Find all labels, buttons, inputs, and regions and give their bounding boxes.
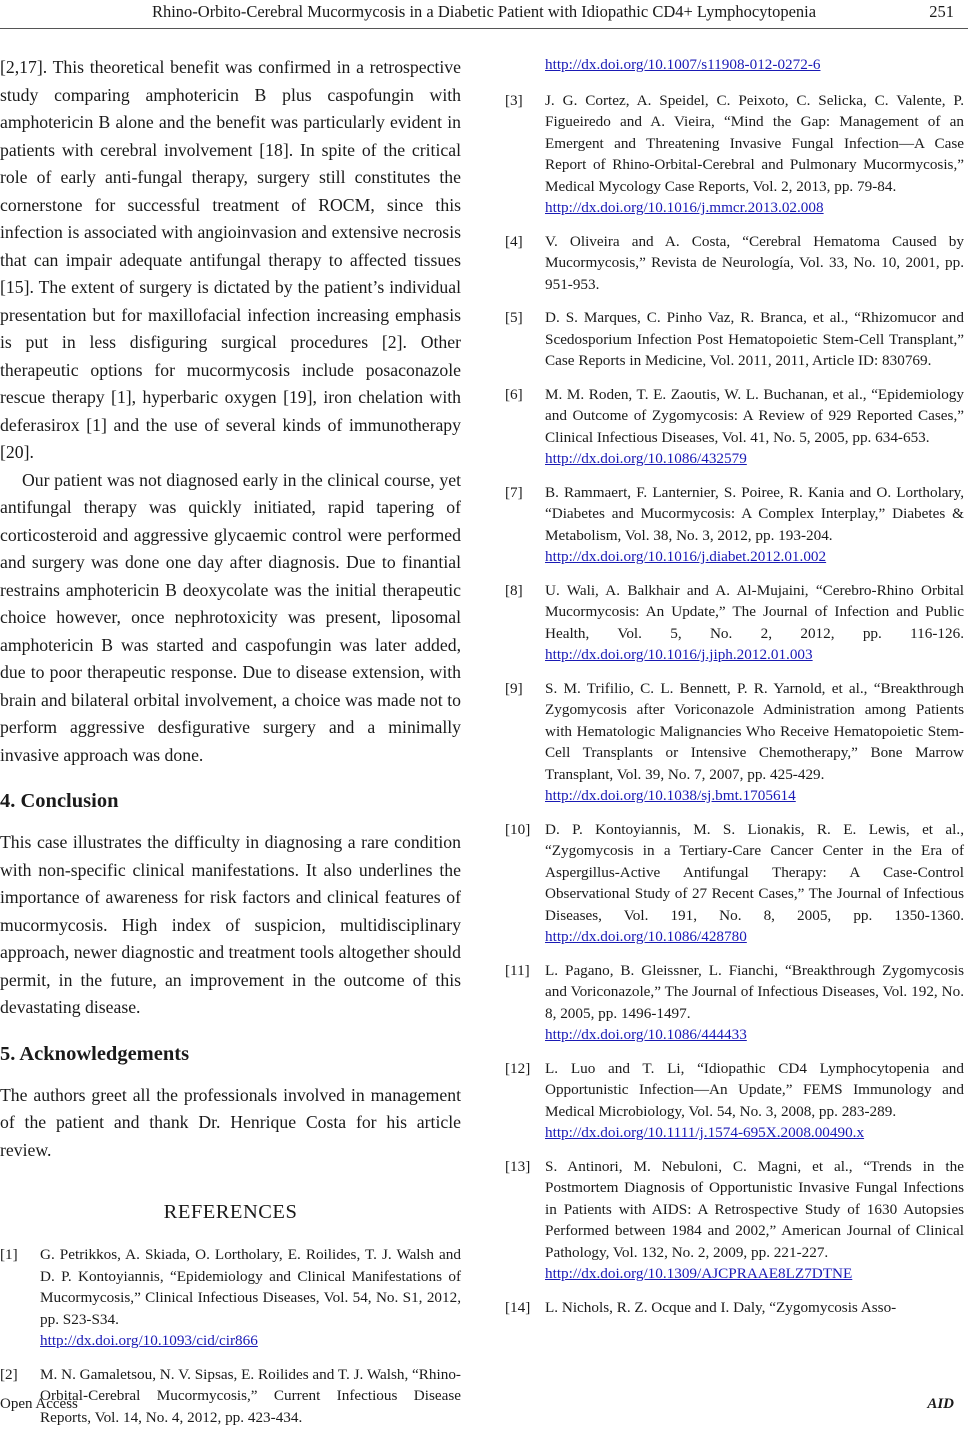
reference-link[interactable]: http://dx.doi.org/10.1111/j.1574-695X.2008.00490.x xyxy=(545,1124,865,1141)
reference-item xyxy=(505,1297,964,1319)
reference-text: M. N. Gamaletsou, N. V. Sipsas, E. Roilides and T. J. Walsh, “Rhino-Orbital-Cerebral Mucormycosis,” Current Infectious Disease Reports, Vol. 14, No. 4, 2012, pp. 423-434. xyxy=(40,1365,461,1426)
reference-number: [4] xyxy=(505,232,523,250)
reference-text: U. Wali, A. Balkhair and A. Al-Mujaini, “Cerebro-Rhino Orbital Mucormycosis: An Update,” The Journal of Infection and Public Health, Vol. 5, No. 2, 2012, pp. 116-126. xyxy=(545,581,964,642)
reference-item xyxy=(505,90,964,219)
reference-number: [3] xyxy=(505,91,523,109)
reference-number: [12] xyxy=(505,1059,531,1077)
page-header xyxy=(0,0,968,30)
reference-item xyxy=(505,580,964,666)
reference-text: S. Antinori, M. Nebuloni, C. Magni, et al., “Trends in the Postmortem Diagnosis of Opportunistic Invasive Fungal Infections in Patients with AIDS: A Retrospective Study of 1630 Autopsies Performed between 1984 and 2002,” American Journal of Clinical Pathology, Vol. 132, No. 2, 2009, pp. 221-227. xyxy=(545,1157,964,1261)
reference-text: B. Rammaert, F. Lanternier, S. Poiree, R. Kania and O. Lortholary, “Diabetes and Mucormycosis: A Complex Interplay,” Diabetes & Metabolism, Vol. 38, No. 3, 2012, pp. 193-204. xyxy=(545,483,964,544)
reference-number: [6] xyxy=(505,385,523,403)
header-rule xyxy=(0,28,968,29)
reference-text: V. Oliveira and A. Costa, “Cerebral Hematoma Caused by Mucormycosis,” Revista de Neurología, Vol. 33, No. 10, 2001, pp. 951-953. xyxy=(545,232,964,293)
page-footer xyxy=(0,1396,968,1416)
reference-number: [14] xyxy=(505,1298,531,1316)
reference-item xyxy=(505,1156,964,1285)
acknowledgements-text: The authors greet all the professionals involved in management of the patient and thank Dr. Henrique Costa for his article review. xyxy=(0,1084,461,1160)
reference-text: S. M. Trifilio, C. L. Bennett, P. R. Yarnold, et al., “Breakthrough Zygomycosis after Voriconazole Administration among Patients with Hematologic Malignancies Who Receive Hematopoietic Stem-Cell Transplants or Intensive Chemotherapy,” Bone Marrow Transplant, Vol. 39, No. 7, 2007, pp. 425-429. xyxy=(545,679,964,783)
reference-item xyxy=(505,231,964,296)
body-paragraph: Our patient was not diagnosed early in the clinical course, yet antifungal therapy was quickly initiated, rapid tapering of corticosteroid and aggressive glycaemic control were performed and surgery was done one day after diagnosis. Due to finantial restrains amphotericin B deoxycolate was the initial therapeutic choice however, once nephrotoxicity was present, liposomal amphotericin B was started and caspofungin was later added, due to poor therapeutic response. Due to disease extension, with brain and bilateral orbital involvement, a choice was made not to perform aggressive desfigurative surgery and a minimally invasive approach was done. xyxy=(0,469,461,765)
reference-link[interactable]: http://dx.doi.org/10.1016/j.diabet.2012.01.002 xyxy=(545,548,827,565)
reference-number: [9] xyxy=(505,679,523,697)
reference-number: [5] xyxy=(505,309,523,326)
reference-number: [7] xyxy=(505,483,523,501)
reference-number: [11] xyxy=(505,961,530,979)
reference-link[interactable]: http://dx.doi.org/10.1309/AJCPRAAE8LZ7DTNE xyxy=(545,1265,853,1282)
reference-text: G. Petrikkos, A. Skiada, O. Lortholary, E. Roilides, T. J. Walsh and D. P. Kontoyiannis, “Epidemiology and Clinical Manifestations of Mucormycosis,” Clinical Infectious Diseases, Vol. 54, No. S1, 2012, pp. S23-S34. xyxy=(40,1246,461,1328)
reference-item xyxy=(505,819,964,948)
reference-text: J. G. Cortez, A. Speidel, C. Peixoto, C. Selicka, C. Valente, P. Figueiredo and A. Vieira, “Mind the Gap: Management of an Emergent and Threatening Invasive Fungal Infection—A Case Report of Rhino-Orbital-Cerebral and Pulmonary Mucormycosis,” Medical Mycology Case Reports, Vol. 2, 2013, pp. 79-84. xyxy=(545,91,964,195)
reference-link[interactable]: http://dx.doi.org/10.1007/s11908-012-0272-6 xyxy=(545,56,821,73)
left-column xyxy=(0,54,461,1440)
reference-link[interactable]: http://dx.doi.org/10.1086/432579 xyxy=(545,450,747,467)
reference-number: [1] xyxy=(0,1246,18,1263)
reference-text: D. S. Marques, C. Pinho Vaz, R. Branca, et al., “Rhizomucor and Scedosporium Infection Post Hematopoietic Stem-Cell Transplant,” Case Reports in Medicine, Vol. 2011, 2011, Article ID: 830769. xyxy=(545,309,964,369)
reference-item xyxy=(505,678,964,807)
page-number: 251 xyxy=(929,2,954,21)
reference-item xyxy=(0,1244,461,1352)
reference-list-right xyxy=(505,90,964,1319)
footer-open-access: Open Access xyxy=(0,1396,78,1412)
running-title: Rhino-Orbito-Cerebral Mucormycosis in a Diabetic Patient with Idiopathic CD4+ Lymphocytopenia xyxy=(151,2,817,21)
reference-text: L. Nichols, R. Z. Ocque and I. Daly, “Zygomycosis Asso- xyxy=(545,1298,897,1316)
reference-number: [10] xyxy=(505,820,531,838)
reference-text: D. P. Kontoyiannis, M. S. Lionakis, R. E. Lewis, et al., “Zygomycosis in a Tertiary-Care Cancer Center in the Era of Aspergillus-Active Antifungal Therapy: A Case-Control Observational Study of 27 Recent Cases,” The Journal of Infectious Diseases, Vol. 191, No. 8, 2005, pp. 1350-1360. xyxy=(545,820,964,924)
reference-item xyxy=(505,307,964,372)
reference-link[interactable]: http://dx.doi.org/10.1086/428780 xyxy=(545,928,747,945)
reference-link[interactable]: http://dx.doi.org/10.1093/cid/cir866 xyxy=(40,1332,258,1349)
reference-link[interactable]: http://dx.doi.org/10.1038/sj.bmt.1705614 xyxy=(545,787,796,804)
reference-item xyxy=(505,384,964,470)
acknowledgements-heading: 5. Acknowledgements xyxy=(0,1042,190,1065)
reference-item xyxy=(505,1058,964,1144)
reference-text: L. Pagano, B. Gleissner, L. Fianchi, “Breakthrough Zygomycosis and Voriconazole,” The Journal of Infectious Diseases, Vol. 192, No. 8, 2005, pp. 1496-1497. xyxy=(545,961,964,1022)
reference-item xyxy=(505,482,964,568)
reference-item xyxy=(505,960,964,1046)
journal-abbrev: AID xyxy=(927,1396,954,1412)
conclusion-heading: 4. Conclusion xyxy=(0,790,119,812)
references-heading: REFERENCES xyxy=(163,1201,298,1223)
reference-link[interactable]: http://dx.doi.org/10.1086/444433 xyxy=(545,1026,747,1043)
reference-number: [8] xyxy=(505,581,523,599)
reference-number: [2] xyxy=(0,1365,18,1383)
reference-link[interactable]: http://dx.doi.org/10.1016/j.mmcr.2013.02.008 xyxy=(545,199,824,216)
right-column xyxy=(505,54,964,1330)
reference-link[interactable]: http://dx.doi.org/10.1016/j.jiph.2012.01.003 xyxy=(545,646,813,663)
reference-text: L. Luo and T. Li, “Idiopathic CD4 Lymphocytopenia and Opportunistic Infection—An Update,” FEMS Immunology and Medical Microbiology, Vol. 54, No. 3, 2008, pp. 283-289. xyxy=(545,1059,964,1120)
reference-text: M. M. Roden, T. E. Zaoutis, W. L. Buchanan, et al., “Epidemiology and Outcome of Zygomycosis: A Review of 929 Reported Cases,” Clinical Infectious Diseases, Vol. 41, No. 5, 2005, pp. 634-653. xyxy=(545,385,964,446)
reference-number: [13] xyxy=(505,1157,531,1175)
body-paragraph: [2,17]. This theoretical benefit was confirmed in a retrospective study comparing amphotericin B plus caspofungin with amphotericin B alone and the benefit was particularly evident in patients with cerebral involvement [18]. In spite of the critical role of early anti-fungal therapy, surgery still constitutes the cornerstone for successful treatment of ROCM, since this infection is associated with angioinvasion and extensive necrosis that can impair adequate antifungal therapy to affected tissues [15]. The extent of surgery is dictated by the patient’s individual presentation but for maxillofacial infection increasing emphasis is put in less disfiguring surgical procedures [2]. Other therapeutic options for mucormycosis include posaconazole rescue therapy [1], hyperbaric oxygen [19], iron chelation with deferasirox [1] and the use of several kinds of immunotherapy [20]. xyxy=(0,57,461,462)
conclusion-text: This case illustrates the difficulty in diagnosing a rare condition with non-specific clinical manifestations. It also underlines the importance of awareness for risk factors and clinical features of mucormycosis. High index of suspicion, multidisciplinary approach, newer diagnostic and treatment tools altogether should permit, in the future, an improvement in the outcome of this devastating disease. xyxy=(0,832,461,1017)
